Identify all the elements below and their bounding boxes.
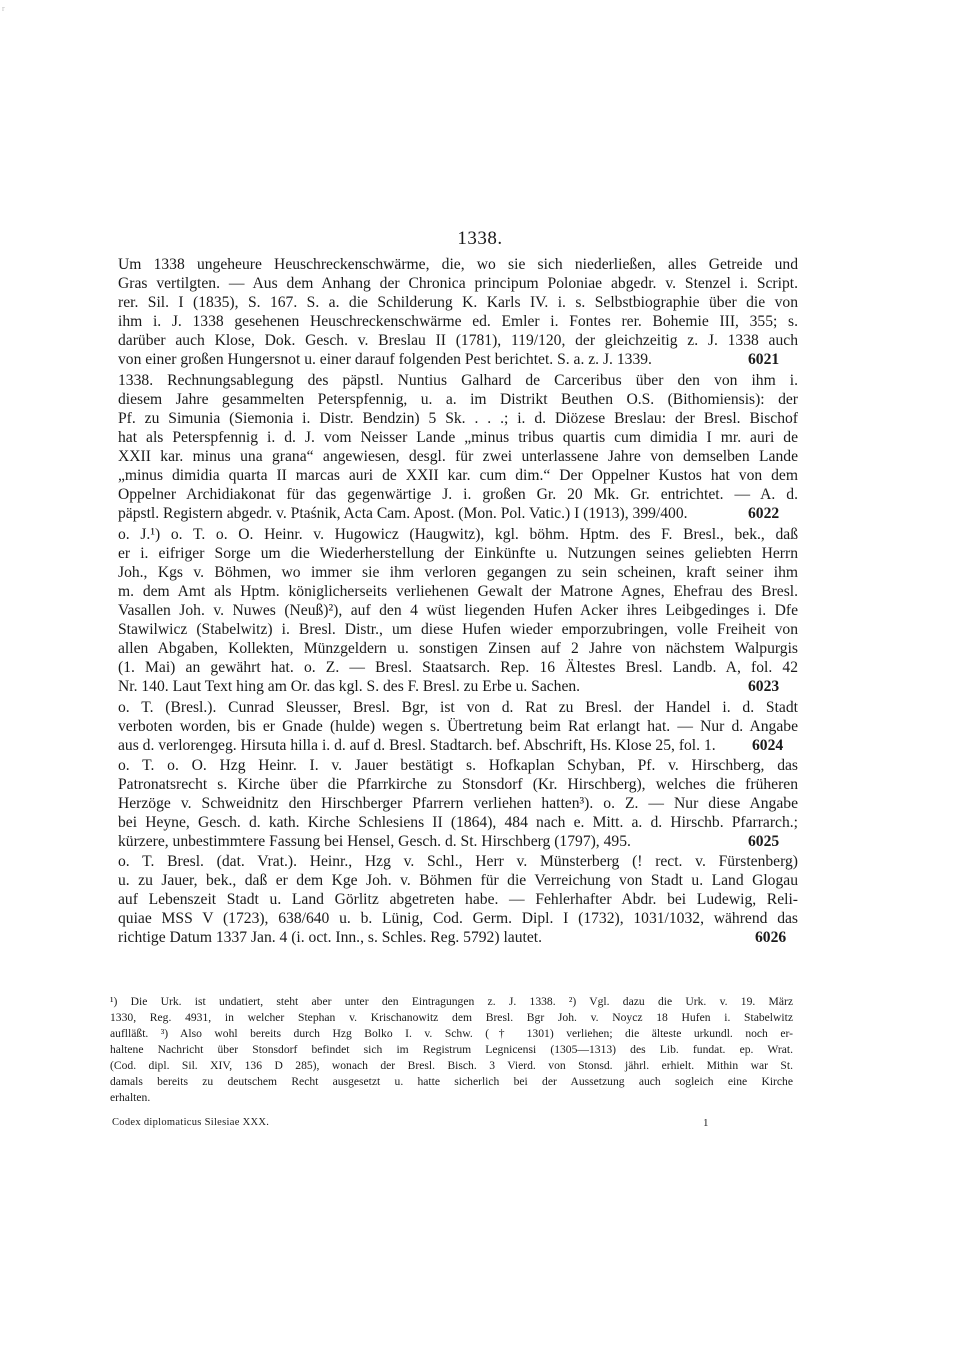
text-line: Vasallen Joh. v. Nuwes (Neuß)²), auf den 4 wüst liegenden Hufen Acker ihres Leibgedinges i. Dfe <box>118 602 798 619</box>
text-line: kürzere, unbestimmtere Fassung bei Hensel, Gesch. d. St. Hirschberg (1797), 495. <box>118 833 631 850</box>
text-line: Gras vertilgten. — Aus dem Anhang der Chronica principum Poloniae abgedr. v. Stenzel i. Script. <box>118 275 798 292</box>
text-line: o. T. o. O. Hzg Heinr. I. v. Jauer bestätigt s. Hofkaplan Schyban, Pf. v. Hirschberg, das <box>118 757 798 774</box>
text-line: Pf. zu Simunia (Siemonia i. Distr. Bendzin) 5 Sk. . . .; i. d. Diözese Breslau: der Bresl. Bischof <box>118 410 798 427</box>
reg-number: 6026 <box>755 929 787 946</box>
reg-number: 6025 <box>748 833 780 850</box>
codex-label: Codex diplomaticus Silesiae XXX. <box>112 1117 270 1128</box>
sheet-number: 1 <box>703 1117 709 1129</box>
text-line: ihm i. J. 1338 gesehenen Heuschreckenschwärme ed. Emler i. Fontes rer. Bohemie III, 355; s. <box>118 313 798 330</box>
text-line: o. J.¹) o. T. o. O. Heinr. v. Hugowicz (Haugwitz), kgl. böhm. Hptm. des F. Bresl., bek., daß <box>118 526 798 543</box>
text-line: o. T. (Bresl.). Cunrad Sleusser, Bresl. Bgr, ist von d. Rat zu Bresl. der Handel i. d. Stadt <box>118 699 798 716</box>
text-line: päpstl. Registern abgedr. v. Ptaśnik, Acta Cam. Apost. (Mon. Pol. Vatic.) I (1913), 399/400. <box>118 505 688 522</box>
footnote-line: erhalten. <box>110 1091 151 1104</box>
text-line: u. zu Jauer, bek., daß er dem Kge Joh. v. Böhmen für die Verreichung von Stadt u. Land Glogau <box>118 872 798 889</box>
text-line: Joh., Kgs v. Böhmen, wo immer sie ihm verloren gegangen zu sein scheinen, kraft seiner ihm <box>118 564 798 581</box>
footnote-line: damals bereits zu deutschem Recht ausgesetzt u. hatte sicherlich bei der Aussetzung auch sogleich eine Kirche <box>110 1075 793 1088</box>
footnote-line: auflläßt. ³) Also wohl bereits durch Hzg Bolko I. v. Schw. († 1301) verliehen; die älteste urkundl. noch er- <box>110 1027 793 1040</box>
text-line: aus d. verlorengeg. Hirsuta hilla i. d. auf d. Bresl. Stadtarch. bef. Abschrift, Hs. Klose 25, fol. 1. <box>118 737 716 754</box>
text-line: quiae MSS V (1723), 638/640 u. b. Lünig, Cod. Germ. Dipl. I (1732), 1031/1032, während das <box>118 910 798 927</box>
text-line: allen Abgaben, Kollekten, Münzgeldern u. sonstigen Zinsen auf 2 Jahre von nächstem Walpurgis <box>118 640 798 657</box>
text-line: auf Lebenszeit Stadt u. Land Görlitz abgetreten habe. — Fehlerhafter Abdr. bei Ludewig, Reli- <box>118 891 798 908</box>
text-line: richtige Datum 1337 Jan. 4 (i. oct. Inn., s. Schles. Reg. 5792) lautet. <box>118 929 542 946</box>
text-line: verboten worden, bis er Gnade (hulde) wegen s. Übertretung beim Rat erlangt hat. — Nur d. Angabe <box>118 718 798 735</box>
text-line: m. dem Amt als Hptm. königlicherseits verliehenen Gewalt der Matrone Agnes, Ehefrau des Bresl. <box>118 583 798 600</box>
text-line: Stawilwicz (Stabelwitz) i. Bresl. Distr., um diese Hufen wieder emporzubringen, volle Freiheit von <box>118 621 798 638</box>
text-line: (1. Mai) an gewährt hat. o. Z. — Bresl. Staatsarch. Rep. 16 Ältestes Bresl. Landb. A, fol. 42 <box>118 659 798 676</box>
page-heading: 1338. <box>457 228 503 249</box>
text-line: Herzöge v. Schweidnitz den Hirschberger Pfarrern verliehen hatten³). o. Z. — Nur diese Angabe <box>118 795 798 812</box>
page-corner-mark: r <box>2 4 5 13</box>
footnote-line: ¹) Die Urk. ist undatiert, steht aber unter den Eintragungen z. J. 1338. ²) Vgl. dazu die Urk. v. 19. März <box>110 995 793 1008</box>
text-line: 1338. Rechnungsablegung des päpstl. Nuntius Galhard de Carceribus über den von ihm i. <box>118 372 798 389</box>
text-line: bei Heyne, Gesch. d. kath. Kirche Schlesiens II (1864), 484 nach e. Mitt. a. d. Hirschb. Pfarrarch.; <box>118 814 798 831</box>
text-line: hat als Peterspfennig i. d. J. vom Neisser Lande „minus tribus quartis cum dimidia I mr. auri de <box>118 429 798 446</box>
reg-number: 6021 <box>748 351 780 368</box>
text-line: darüber auch Klose, Dok. Gesch. v. Breslau II (1781), 119/120, der gleichzeitig z. J. 1338 auch <box>118 332 798 349</box>
text-line: Um 1338 ungeheure Heuschreckenschwärme, die, wo sie sich niederließen, alles Getreide und <box>118 256 798 273</box>
text-line: Oppelner Archidiakonat für das gegenwärtige J. i. großen Gr. 20 Mk. Gr. entrichtet. — A. d. <box>118 486 798 503</box>
text-line: o. T. Bresl. (dat. Vrat.). Heinr., Hzg v. Schl., Herr v. Münsterberg (! rect. v. Fürstenberg) <box>118 853 798 870</box>
text-line: von einer großen Hungersnot u. einer darauf folgenden Pest berichtet. S. a. z. J. 1339. <box>118 351 652 368</box>
footnote-line: 1330, Reg. 4931, in welcher Stephan v. Krischanowitz dem Bresl. Bgr Joh. v. Noycz 18 Hufen i. Stabelwitz <box>110 1011 793 1024</box>
text-line: „minus dimidia quarta II marcas auri de XXII kar. cum dim.“ Der Oppelner Kustos hat von dem <box>118 467 798 484</box>
text-line: diesem Jahre gesammelten Peterspfennig, u. a. im Distrikt Beuthen O.S. (Bithomiensis): der <box>118 391 798 408</box>
text-line: rer. Sil. I (1835), S. 167. S. a. die Schilderung K. Karls IV. i. s. Selbstbiographie über die von <box>118 294 798 311</box>
text-line: Nr. 140. Laut Text hing am Or. das kgl. S. des F. Bresl. zu Erbe u. Sachen. <box>118 678 581 695</box>
reg-number: 6024 <box>752 737 784 754</box>
text-line: Patronatsrecht s. Kirche über die Pfarrkirche zu Stonsdorf (Kr. Hirschberg), welches die früheren <box>118 776 798 793</box>
reg-number: 6023 <box>748 678 780 695</box>
text-line: XXII kar. minus una grana“ angewiesen, desgl. für zwei unterlassene Jahre von demselben Lande <box>118 448 798 465</box>
footnote-line: (Cod. dipl. Sil. XIV, 136 D 285), wonach der Bresl. Bisch. 3 Vierd. von Stonsd. jährl. erhielt. Mithin war St. <box>110 1059 793 1072</box>
reg-number: 6022 <box>748 505 780 522</box>
footnote-line: haltene Nachricht über Stonsdorf befindet sich im Registrum Legnicensi (1305—1313) des Lib. fundat. ep. Wrat. <box>110 1043 793 1056</box>
text-line: er i. eifriger Sorge um die Wiederherstellung der Einkünfte u. Nutzungen seines geliebten Herrn <box>118 545 798 562</box>
